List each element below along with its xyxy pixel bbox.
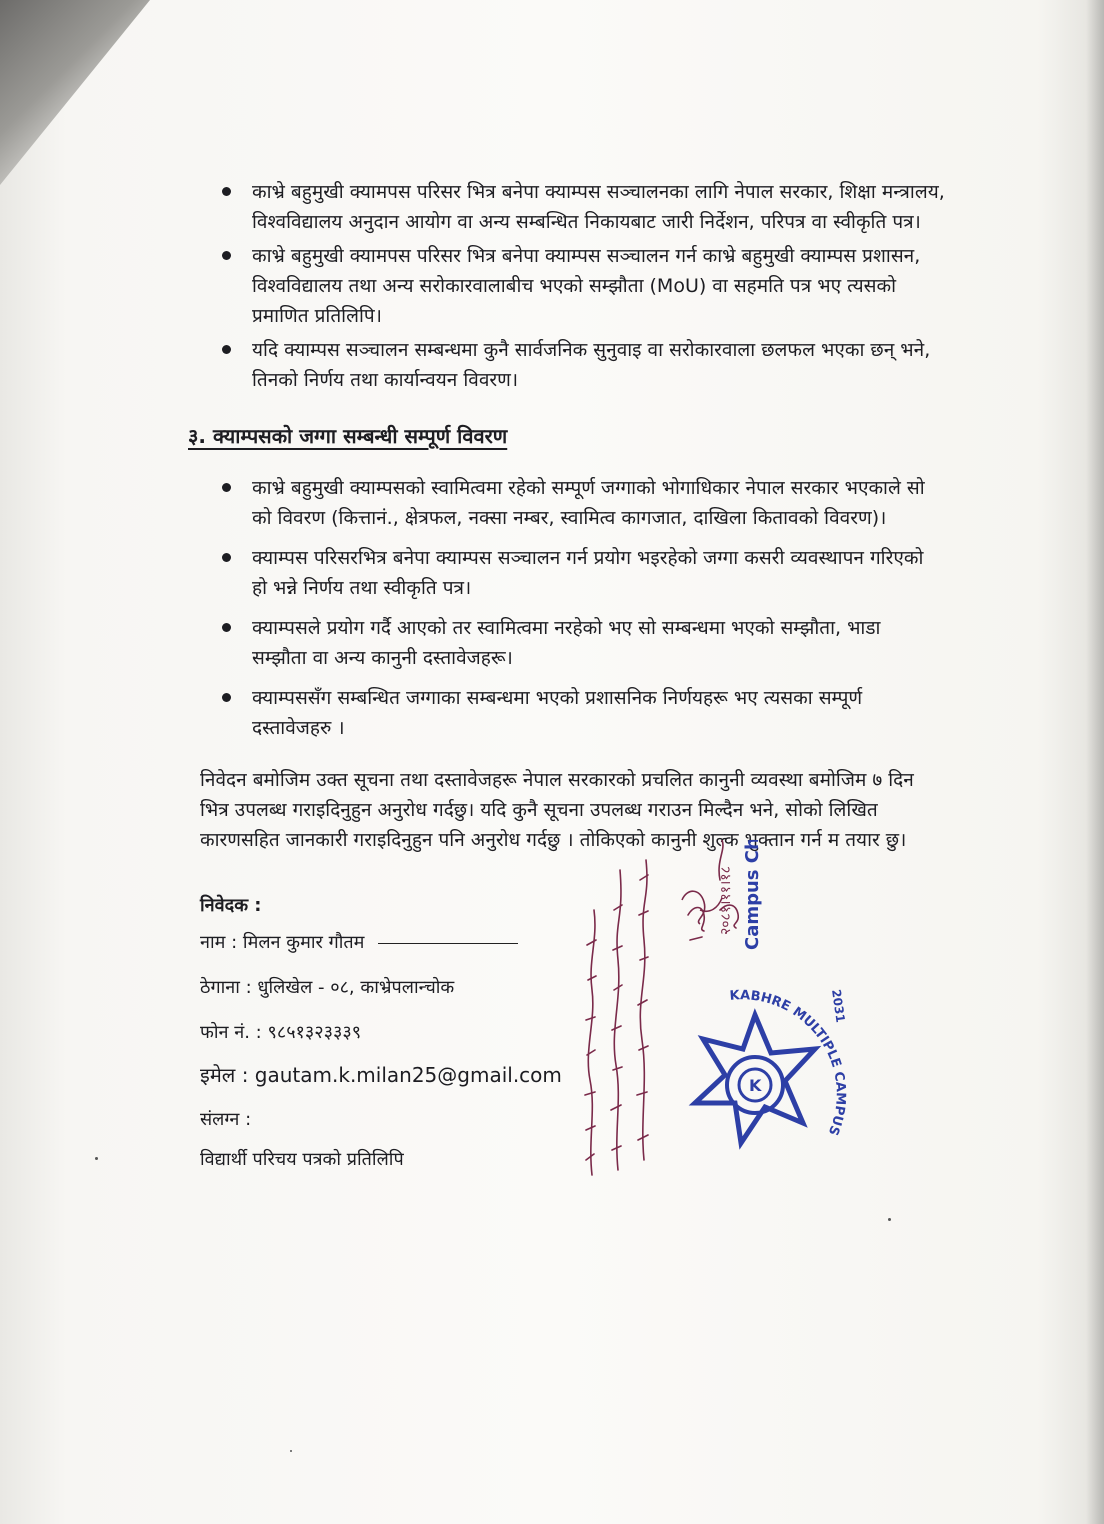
attachment-label: संलग्न :: [200, 1109, 252, 1130]
list-item: यदि क्याम्पस सञ्चालन सम्बन्धमा कुनै सार्वजनिक सुनुवाइ वा सरोकारवाला छलफल भएका छन् भने, तिनको निर्णय तथा कार्यान्वयन विवरण।: [222, 335, 952, 395]
bullet-icon: [222, 345, 231, 354]
bullet-icon: [222, 483, 231, 492]
handwritten-note: [570, 840, 900, 1180]
applicant-address: ठेगाना : धुलिखेल - ०८, काभ्रेपलान्चोक: [200, 977, 455, 998]
svg-text:2031: 2031: [829, 988, 848, 1024]
stamp-area: [570, 840, 900, 1180]
scan-speck: [95, 1157, 98, 1160]
list-item: काभ्रे बहुमुखी क्याम्पसको स्वामित्वमा रहेको सम्पूर्ण जग्गाको भोगाधिकार नेपाल सरकार भएकाले सो को विवरण (कित्तानं., क्षेत्रफल, नक्सा नम्बर, स्वामित्व कागजात, दाखिला कितावको विवरण)।: [222, 473, 932, 533]
scan-edge-shadow: [1086, 0, 1104, 1524]
list-item: क्याम्पससँग सम्बन्धित जग्गाका सम्बन्धमा भएको प्रशासनिक निर्णयहरू भए त्यसका सम्पूर्ण दस्तावेजहरु ।: [222, 683, 932, 743]
document-list-2: [222, 473, 932, 753]
svg-text:K: K: [749, 1076, 762, 1095]
stamp-ring-text: KABHRE MULTIPLE CAMPUS: [729, 988, 848, 1138]
list-item: काभ्रे बहुमुखी क्यामपस परिसर भित्र बनेपा क्याम्पस सञ्चालन गर्न काभ्रे बहुमुखी क्याम्पस प्रशासन, विश्वविद्यालय तथा अन्य सरोकारवालाबीच भएको सम्झौता (MoU) वा सहमति पत्र भए त्यसको प्रमाणित प्रतिलिपि।: [222, 241, 952, 331]
scan-speck: [290, 1450, 292, 1452]
section-heading: ३. क्याम्पसको जग्गा सम्बन्धी सम्पूर्ण विवरण: [188, 424, 508, 448]
applicant-name: नाम : मिलन कुमार गौतम: [200, 930, 518, 956]
scan-speck: [888, 1218, 891, 1221]
signature-line: [378, 943, 518, 944]
list-item: काभ्रे बहुमुखी क्यामपस परिसर भित्र बनेपा क्याम्पस सञ्चालनका लागि नेपाल सरकार, शिक्षा मन्त्रालय, विश्वविद्यालय अनुदान आयोग वा अन्य सम्बन्धित निकायबाट जारी निर्देशन, परिपत्र वा स्वीकृति पत्र।: [222, 177, 952, 237]
bullet-icon: [222, 553, 231, 562]
applicant-phone: फोन नं. : ९८५१३२३३३९: [200, 1022, 362, 1043]
svg-text:२०८१।११।१८: २०८१।११।१८: [718, 866, 734, 935]
svg-text:Campus Chief: Campus Chief: [742, 840, 763, 950]
list-item: क्याम्पस परिसरभित्र बनेपा क्याम्पस सञ्चालन गर्न प्रयोग भइरहेको जग्गा कसरी व्यवस्थापन गरिएको हो भन्ने निर्णय तथा स्वीकृति पत्र।: [222, 543, 932, 603]
bullet-icon: [222, 251, 231, 260]
list-item: क्याम्पसले प्रयोग गर्दै आएको तर स्वामित्वमा नरहेको भए सो सम्बन्धमा भएको सम्झौता, भाडा सम्झौता वा अन्य कानुनी दस्तावेजहरू।: [222, 613, 932, 673]
email-address: gautam.k.milan25@gmail.com: [254, 1063, 562, 1087]
closing-paragraph: निवेदन बमोजिम उक्त सूचना तथा दस्तावेजहरू नेपाल सरकारको प्रचलित कानुनी व्यवस्था बमोजिम ७ दिन भित्र उपलब्ध गराइदिनुहुन अनुरोध गर्दछु। यदि कुनै सूचना उपलब्ध गराउन मिल्दैन भने, सोको लिखित कारणसहित जानकारी गराइदिनुहुन पनि अनुरोध गर्दछु । तोकिएको कानुनी शुल्क भुक्तान गर्न म तयार छु।: [200, 769, 914, 851]
bullet-icon: [222, 693, 231, 702]
bullet-icon: [222, 187, 231, 196]
attachment-item: विद्यार्थी परिचय पत्रको प्रतिलिपि: [200, 1149, 404, 1170]
applicant-email: इमेल : gautam.k.milan25@gmail.com: [200, 1063, 562, 1087]
applicant-label: निवेदक :: [200, 895, 262, 916]
scan-corner-shadow: [0, 0, 150, 185]
bullet-icon: [222, 623, 231, 632]
document-list-1: [222, 177, 952, 399]
